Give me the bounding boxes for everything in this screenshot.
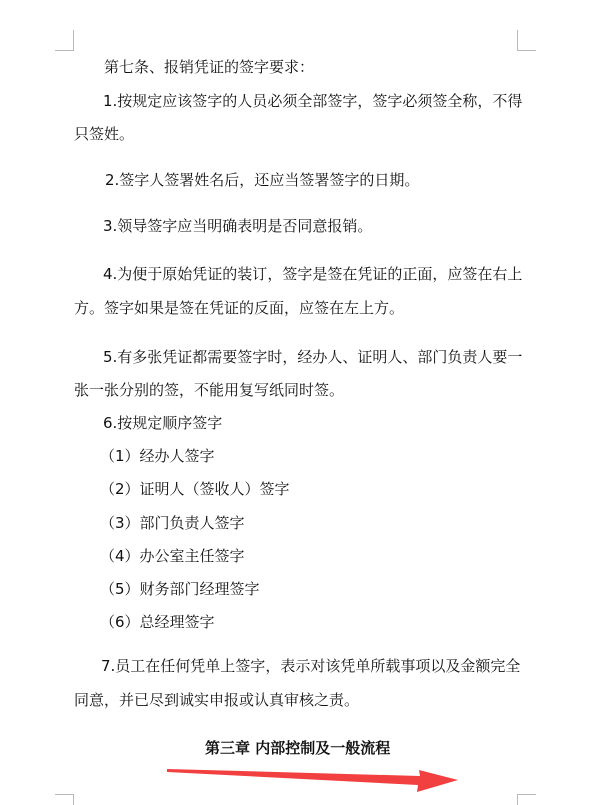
order-step-5: （5）财务部门经理签字 <box>100 580 260 598</box>
order-step-4: （4）办公室主任签字 <box>100 547 245 565</box>
item-1-line-2: 只签姓。 <box>74 125 135 143</box>
arrow-icon <box>167 769 458 792</box>
item-7-line-1: 7.员工在任何凭单上签字，表示对该凭单所载事项以及金额完全 <box>101 657 521 675</box>
item-5-line-1: 5.有多张凭证都需要签字时，经办人、证明人、部门负责人要一 <box>103 348 523 366</box>
item-4-line-1: 4.为便于原始凭证的装订，签字是签在凭证的正面，应签在右上 <box>103 265 523 283</box>
item-4-line-2: 方。签字如果是签在凭证的反面，应签在左上方。 <box>74 299 405 317</box>
item-3: 3.领导签字应当明确表明是否同意报销。 <box>103 217 373 235</box>
item-1-line-1: 1.按规定应该签字的人员必须全部签字，签字必须签全称，不得 <box>103 92 523 110</box>
article-title: 第七条、报销凭证的签字要求： <box>104 58 315 76</box>
item-5-line-2: 张一张分别的签，不能用复写纸同时签。 <box>74 381 345 399</box>
order-step-1: （1）经办人签字 <box>100 447 215 465</box>
item-6: 6.按规定顺序签字 <box>103 414 223 432</box>
order-step-3: （3）部门负责人签字 <box>100 514 245 532</box>
order-step-2: （2）证明人（签收人）签字 <box>100 480 290 498</box>
item-2: 2.签字人签署姓名后，还应当签署签字的日期。 <box>105 171 420 189</box>
item-7-line-2: 同意，并已尽到诚实申报或认真审核之责。 <box>74 691 360 709</box>
chapter-heading: 第三章 内部控制及一般流程 <box>205 739 391 757</box>
order-step-6: （6）总经理签字 <box>100 613 215 631</box>
